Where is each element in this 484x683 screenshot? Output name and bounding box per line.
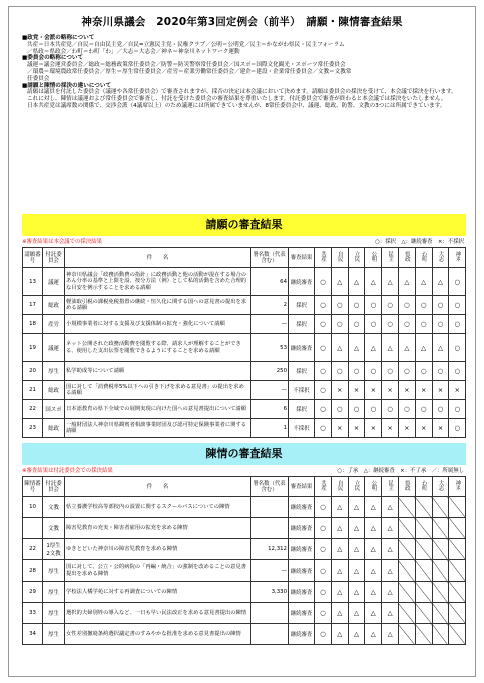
petition-header-party: 立民	[348, 248, 365, 268]
table-row	[23, 296, 466, 315]
table-row	[23, 518, 466, 539]
row-vote-mark: △	[348, 518, 365, 539]
row-subject: 選択的夫婦別姓の導入など、一日も早い民法改正を求める意見書提出の陳情	[65, 603, 251, 624]
row-number: 23	[23, 419, 43, 438]
row-vote-mark: ○	[398, 362, 415, 381]
row-vote-mark: ○	[348, 362, 365, 381]
chinjo-header-party: 県政	[398, 477, 415, 497]
row-number: 18	[23, 315, 43, 334]
row-vote-mark: △	[365, 560, 382, 582]
row-vote-mark: ○	[315, 560, 332, 582]
row-subject: 障害児教育の充実・障害者雇用の拡充を求める陳情	[65, 518, 251, 539]
row-vote-mark: ×	[382, 381, 399, 400]
row-vote-mark: ×	[432, 419, 449, 438]
petition-legend-note: ※審査結果は本会議での採決結果	[22, 239, 102, 245]
row-committee: 産労	[43, 315, 65, 334]
row-committee: 厚生	[43, 624, 65, 645]
row-result: 継続審査	[289, 334, 315, 362]
row-signatures	[251, 497, 289, 518]
row-vote-mark: △	[382, 560, 399, 582]
row-vote-mark: △	[348, 560, 365, 582]
row-signatures: —	[251, 560, 289, 582]
row-vote-mark	[398, 624, 415, 645]
row-subject: 学校法人橘学苑に対する再調査についての陳情	[65, 582, 251, 603]
row-number: 19	[23, 334, 43, 362]
row-number: 21	[23, 381, 43, 400]
row-vote-mark: △	[331, 268, 348, 296]
chinjo-header-party: 自民	[331, 477, 348, 497]
row-committee: 議運	[43, 268, 65, 296]
row-vote-mark: ○	[315, 315, 332, 334]
table-row	[23, 560, 466, 582]
row-vote-mark: △	[382, 603, 399, 624]
row-vote-mark: ×	[331, 381, 348, 400]
row-subject: 国に対して「消費税率5%以下への引き下げを求める意見書」の提出を求める請願	[65, 381, 251, 400]
row-subject: 女性差別撤廃条約選択議定書のすみやかな批准を求める意見書提出の陳情	[65, 624, 251, 645]
notes-parties-line1: 共産＝日本共産党／自民＝自由民主党／自民=立憲民主党・民権クラブ／公明＝公明党／民主＝かながわ県民・民主フォーラム	[27, 41, 345, 48]
row-vote-mark: △	[365, 603, 382, 624]
row-vote-mark: ○	[449, 362, 466, 381]
row-vote-mark: △	[382, 518, 399, 539]
row-signatures: 53	[251, 334, 289, 362]
petition-header-committee: 付託委員会	[43, 248, 65, 268]
row-vote-mark: ×	[382, 419, 399, 438]
row-vote-mark	[415, 560, 432, 582]
petition-table	[22, 247, 466, 438]
petition-header-party: わ町	[415, 248, 432, 268]
row-vote-mark: △	[382, 539, 399, 560]
row-result: 不採択	[289, 419, 315, 438]
row-committee: 文教	[43, 518, 65, 539]
table-row	[23, 268, 466, 296]
row-vote-mark: △	[348, 539, 365, 560]
row-signatures: 12,312	[251, 539, 289, 560]
row-signatures: 250	[251, 362, 289, 381]
row-vote-mark: ○	[365, 362, 382, 381]
row-vote-mark: △	[348, 624, 365, 645]
row-vote-mark	[415, 582, 432, 603]
notes-parties-line2: ／県政＝県政会／わ町＝わ町「わ」／大志＝大志会／神ネ＝神奈川ネットワーク運動	[27, 48, 240, 55]
row-vote-mark	[432, 603, 449, 624]
row-vote-mark: △	[348, 268, 365, 296]
row-vote-mark: ○	[415, 400, 432, 419]
row-vote-mark: ×	[365, 419, 382, 438]
row-result: 採択	[289, 362, 315, 381]
row-result: 採択	[289, 296, 315, 315]
row-signatures: —	[251, 315, 289, 334]
chinjo-header-subject: 件 名	[65, 477, 251, 497]
petition-legend-marks: ○：採択 △：継続審査 ×：不採択	[375, 239, 464, 245]
notes-committees-line2: ／環農＝環境農政常任委員会／厚生＝厚生常任委員会／産労＝産業労働常任委員会／建企＝建設・企業常任委員会／文教＝文教常	[27, 68, 352, 75]
row-vote-mark	[432, 624, 449, 645]
row-number: 10	[23, 497, 43, 518]
row-vote-mark: ×	[398, 381, 415, 400]
table-row	[23, 539, 466, 560]
petition-header-no: 請願番号	[23, 248, 43, 268]
row-subject: ゆきとどいた神奈川の障害児教育を求める陳情	[65, 539, 251, 560]
row-vote-mark: △	[331, 603, 348, 624]
row-vote-mark: △	[331, 539, 348, 560]
row-vote-mark: ×	[415, 381, 432, 400]
row-subject: 私学助成等について請願	[65, 362, 251, 381]
row-vote-mark: △	[382, 334, 399, 362]
notes-heading-difference: ■請願と陳情の採決の違いについて	[22, 82, 112, 89]
row-vote-mark: ○	[315, 603, 332, 624]
row-vote-mark: △	[331, 497, 348, 518]
row-subject: 日本語教育の県下全域での展開実現に向けた国への意見書提出について請願	[65, 400, 251, 419]
petition-header-party: 県政	[398, 248, 415, 268]
chinjo-header-party: 大志	[432, 477, 449, 497]
row-number	[23, 518, 43, 539]
row-committee: 1厚生 2文教	[43, 539, 65, 560]
chinjo-legend	[22, 468, 466, 475]
row-vote-mark: △	[382, 624, 399, 645]
row-vote-mark	[398, 582, 415, 603]
row-vote-mark: ×	[348, 419, 365, 438]
row-subject: 国に対して、公立・公的病院の「再編・統合」の強制を改めることの意見書提出を求める陳情	[65, 560, 251, 582]
row-vote-mark: ○	[315, 381, 332, 400]
notes-committees-line3: 任委員会	[27, 75, 50, 82]
row-vote-mark: ○	[382, 315, 399, 334]
row-vote-mark: ○	[315, 419, 332, 438]
row-vote-mark: ○	[432, 296, 449, 315]
row-vote-mark	[398, 603, 415, 624]
row-result: 継続審査	[289, 518, 315, 539]
row-vote-mark: ○	[315, 497, 332, 518]
row-vote-mark: △	[348, 582, 365, 603]
row-vote-mark: ○	[449, 296, 466, 315]
row-result: 継続審査	[289, 268, 315, 296]
notes-committees-line1: 議運＝議会運営委員会／総政＝総務政策常任委員会／防警＝防災警察常任委員会／国スポ＝国際文化観光・スポーツ常任委員会	[27, 62, 346, 69]
row-vote-mark: △	[365, 582, 382, 603]
notes-heading-parties: ■政党・会派の略称について	[22, 35, 95, 41]
row-vote-mark: ○	[382, 400, 399, 419]
row-vote-mark: ○	[331, 400, 348, 419]
row-vote-mark: ○	[449, 315, 466, 334]
row-vote-mark: ○	[331, 362, 348, 381]
row-vote-mark: ○	[365, 296, 382, 315]
row-vote-mark: ×	[432, 381, 449, 400]
row-vote-mark: ○	[382, 362, 399, 381]
row-committee: 国スポ	[43, 400, 65, 419]
row-vote-mark: ○	[315, 362, 332, 381]
row-signatures: 64	[251, 268, 289, 296]
row-vote-mark	[398, 539, 415, 560]
row-vote-mark: △	[398, 268, 415, 296]
row-committee: 総政	[43, 419, 65, 438]
petition-header-party: 自民	[331, 248, 348, 268]
row-vote-mark: △	[365, 497, 382, 518]
row-vote-mark: ○	[331, 296, 348, 315]
row-result: 採択	[289, 400, 315, 419]
row-vote-mark	[432, 518, 449, 539]
row-committee: 議運	[43, 334, 65, 362]
chinjo-table	[22, 476, 466, 645]
notes-difference-p1: 請願は議員を付託した委員会（議運や各常任委員会）で審査されますが、採否の決定は本会議において決めます。請願は委員会の採決を受けて、本会議で採決を行います。	[27, 89, 457, 96]
row-vote-mark: ○	[449, 419, 466, 438]
row-subject: 一般財団法人神奈川県観賓者相談事業財団及び認可特定保険事業者に関する請願	[65, 419, 251, 438]
petition-legend	[22, 239, 466, 246]
row-vote-mark: ×	[348, 381, 365, 400]
row-vote-mark	[398, 518, 415, 539]
row-number: 13	[23, 268, 43, 296]
petition-header-party: 大志	[432, 248, 449, 268]
row-vote-mark	[432, 539, 449, 560]
row-subject: ネット公開された政務活動費を閲覧する際、請求人が理解することができる、使用した支出伝票を閲覧できるようにすることを求める請願	[65, 334, 251, 362]
row-subject: 軽油取引税の課税免税措置の継続・恒久化に関する国への意見書の提出を求める請願	[65, 296, 251, 315]
chinjo-header-party: 神ネ	[449, 477, 466, 497]
row-vote-mark: ○	[398, 296, 415, 315]
row-signatures	[251, 518, 289, 539]
row-vote-mark: ○	[449, 268, 466, 296]
row-vote-mark: ○	[449, 334, 466, 362]
row-vote-mark: △	[415, 334, 432, 362]
row-vote-mark: △	[365, 539, 382, 560]
row-vote-mark: △	[382, 497, 399, 518]
row-vote-mark	[449, 560, 466, 582]
row-vote-mark: △	[331, 624, 348, 645]
row-signatures: 6	[251, 400, 289, 419]
row-result: 採択	[289, 315, 315, 334]
row-vote-mark	[415, 518, 432, 539]
chinjo-header-party: 共産	[315, 477, 332, 497]
row-signatures	[251, 624, 289, 645]
row-vote-mark: ○	[449, 400, 466, 419]
row-signatures: 3,330	[251, 582, 289, 603]
chinjo-header-signatures: 署名数（代表含む）	[251, 477, 289, 497]
row-vote-mark: △	[398, 334, 415, 362]
row-vote-mark: △	[348, 334, 365, 362]
chinjo-header-party: 民主	[382, 477, 399, 497]
row-vote-mark	[415, 497, 432, 518]
row-vote-mark	[449, 539, 466, 560]
row-vote-mark: ○	[432, 315, 449, 334]
row-vote-mark	[432, 560, 449, 582]
row-number: 17	[23, 296, 43, 315]
row-vote-mark: △	[331, 518, 348, 539]
row-vote-mark: △	[365, 334, 382, 362]
row-subject: 県立養護学校高等部校内の設置に関するスクールバスについての陳情	[65, 497, 251, 518]
row-vote-mark: △	[348, 497, 365, 518]
chinjo-header-party: わ町	[415, 477, 432, 497]
chinjo-header-result: 審査結果	[289, 477, 315, 497]
row-vote-mark: ○	[432, 362, 449, 381]
row-vote-mark	[449, 582, 466, 603]
row-vote-mark: ○	[315, 539, 332, 560]
petition-header-party: 神ネ	[449, 248, 466, 268]
row-vote-mark: △	[331, 334, 348, 362]
row-vote-mark	[432, 582, 449, 603]
row-result: 継続審査	[289, 624, 315, 645]
row-vote-mark: △	[382, 582, 399, 603]
row-subject: 神奈川県議会「政務活動費の指針」に政務活動と他の活動が混在する場合のあん分率の基準と上限を設、按分方法（例）として私的活動を含めた合理的な目安を例示することを求める請願	[65, 268, 251, 296]
petition-header-result: 審査結果	[289, 248, 315, 268]
row-vote-mark: ○	[315, 400, 332, 419]
row-vote-mark: ×	[398, 419, 415, 438]
chinjo-header-party: 公明	[365, 477, 382, 497]
table-row	[23, 334, 466, 362]
row-vote-mark	[449, 603, 466, 624]
petition-banner: 請願の審査結果	[22, 214, 466, 236]
row-vote-mark: △	[331, 560, 348, 582]
table-row	[23, 362, 466, 381]
row-vote-mark: ○	[315, 268, 332, 296]
row-committee: 厚生	[43, 560, 65, 582]
row-vote-mark: ○	[315, 334, 332, 362]
row-vote-mark: △	[365, 518, 382, 539]
row-committee: 厚生	[43, 603, 65, 624]
row-vote-mark: ○	[331, 315, 348, 334]
row-vote-mark: ○	[415, 296, 432, 315]
row-result: 継続審査	[289, 539, 315, 560]
row-vote-mark: ×	[365, 381, 382, 400]
table-row	[23, 624, 466, 645]
row-vote-mark: ○	[315, 582, 332, 603]
row-committee: 文教	[43, 497, 65, 518]
row-vote-mark	[398, 560, 415, 582]
row-number: 33	[23, 603, 43, 624]
row-result: 継続審査	[289, 603, 315, 624]
row-committee: 厚生	[43, 362, 65, 381]
row-number: 29	[23, 582, 43, 603]
chinjo-legend-marks: ○：了承 △：継続審査 ×：不了承 ／：所属無し	[337, 468, 464, 474]
row-number: 28	[23, 560, 43, 582]
row-number: 34	[23, 624, 43, 645]
chinjo-banner: 陳情の審査結果	[22, 443, 466, 465]
row-vote-mark: ○	[432, 400, 449, 419]
row-number: 22	[23, 400, 43, 419]
row-vote-mark: ○	[348, 315, 365, 334]
row-committee: 総政	[43, 381, 65, 400]
page-title: 神奈川県議会 2020年第3回定例会（前半） 請願・陳情審査結果	[81, 16, 403, 28]
row-vote-mark: △	[331, 582, 348, 603]
table-row	[23, 315, 466, 334]
row-vote-mark	[449, 624, 466, 645]
notes-heading-committees: ■委員会の略称について	[22, 55, 84, 62]
row-vote-mark: ○	[398, 400, 415, 419]
row-subject: 小規模事業者に対する支援及び支援体制の拡充・強化について請願	[65, 315, 251, 334]
chinjo-legend-note: ※審査結果は付託委員会での採決結果	[22, 468, 113, 474]
row-committee: 厚生	[43, 582, 65, 603]
row-result: 継続審査	[289, 560, 315, 582]
petition-header-party: 公明	[365, 248, 382, 268]
row-number: 22	[23, 539, 43, 560]
row-vote-mark: △	[432, 334, 449, 362]
table-row	[23, 497, 466, 518]
row-vote-mark	[449, 497, 466, 518]
row-vote-mark: ○	[348, 296, 365, 315]
petition-header-subject: 件 名	[65, 248, 251, 268]
row-vote-mark	[432, 497, 449, 518]
row-vote-mark: ○	[398, 315, 415, 334]
row-vote-mark: ○	[348, 400, 365, 419]
notes-section	[22, 35, 468, 110]
row-vote-mark: ○	[315, 296, 332, 315]
row-vote-mark: ×	[449, 381, 466, 400]
notes-difference-p3: 日本共産党は議席数の関係で、交渉会派（4議席以上）のため議運には所属できていませんが、8常任委員会中、議運、総政、防警、文教の3つには所属できています。	[27, 102, 446, 109]
row-vote-mark: ○	[315, 624, 332, 645]
row-vote-mark: ○	[415, 362, 432, 381]
row-vote-mark	[415, 624, 432, 645]
row-vote-mark: ○	[365, 400, 382, 419]
row-vote-mark: ○	[315, 518, 332, 539]
row-result: 不採択	[289, 381, 315, 400]
row-result: 継続審査	[289, 497, 315, 518]
row-vote-mark: △	[382, 268, 399, 296]
notes-difference-p2: これに対し、陳情は議運および常任委員会で審査し、付託を受けた委員会の審査結果を尊重いたします。付託委員会で審査が終わると本会議では採決をいたしません。	[27, 96, 447, 103]
petition-header-party: 民主	[382, 248, 399, 268]
table-row	[23, 603, 466, 624]
row-vote-mark	[449, 518, 466, 539]
chinjo-header-committee: 付託委員会	[43, 477, 65, 497]
row-signatures	[251, 603, 289, 624]
row-vote-mark: ×	[331, 419, 348, 438]
row-vote-mark: △	[415, 268, 432, 296]
row-vote-mark: ×	[415, 419, 432, 438]
row-vote-mark	[415, 603, 432, 624]
row-vote-mark: ○	[415, 315, 432, 334]
row-vote-mark: ○	[365, 315, 382, 334]
row-vote-mark: △	[432, 268, 449, 296]
table-row	[23, 582, 466, 603]
row-vote-mark: △	[365, 268, 382, 296]
row-signatures: 1	[251, 419, 289, 438]
row-result: 継続審査	[289, 582, 315, 603]
petition-header-party: 共産	[315, 248, 332, 268]
row-signatures: 2	[251, 296, 289, 315]
table-row	[23, 400, 466, 419]
chinjo-header-party: 立民	[348, 477, 365, 497]
row-number: 20	[23, 362, 43, 381]
row-vote-mark	[415, 539, 432, 560]
chinjo-header-no: 陳情番号	[23, 477, 43, 497]
table-row	[23, 381, 466, 400]
row-vote-mark	[398, 497, 415, 518]
table-row	[23, 419, 466, 438]
row-vote-mark: ○	[382, 296, 399, 315]
row-committee: 総政	[43, 296, 65, 315]
petition-header-signatures: 署名数（代表含む）	[251, 248, 289, 268]
row-vote-mark: △	[365, 624, 382, 645]
row-signatures: —	[251, 381, 289, 400]
row-vote-mark: △	[348, 603, 365, 624]
